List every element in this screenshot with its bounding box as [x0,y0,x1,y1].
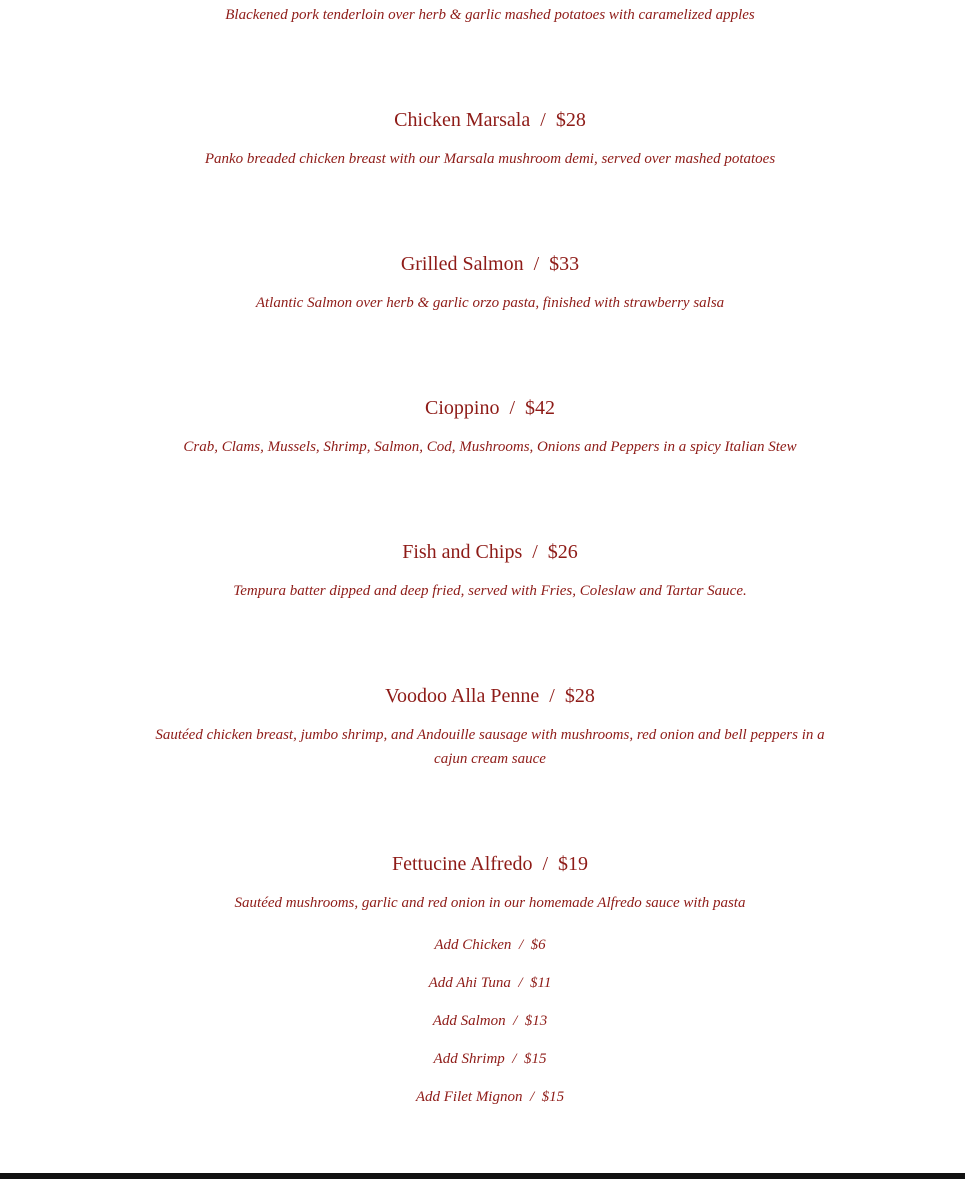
menu-item-name: Chicken Marsala [394,109,531,131]
addon-name: Add Salmon [432,1013,506,1029]
addon-name: Add Filet Mignon [415,1089,523,1105]
price-separator: / [530,109,556,131]
menu-item-price: $26 [547,541,578,563]
menu-item-description: Blackened pork tenderloin over herb & garlic mashed potatoes with caramelized apples [225,7,755,23]
price-separator: / [504,1051,524,1067]
menu-item-price: $19 [558,853,589,875]
addon-item [0,1047,965,1071]
addon-item [0,971,965,995]
menu-item-title [0,107,965,133]
menu-item-description: Panko breaded chicken breast with our Marsala mushroom demi, served over mashed potatoes [204,151,776,167]
price-separator: / [539,685,565,707]
footer-bar [0,1173,965,1179]
price-separator: / [522,1089,542,1105]
menu-item-price: $28 [555,109,586,131]
menu-item-name: Voodoo Alla Penne [385,685,540,707]
menu-item-description: Tempura batter dipped and deep fried, served with Fries, Coleslaw and Tartar Sauce. [233,583,747,599]
menu-item-price: $28 [564,685,595,707]
menu-item-description: Crab, Clams, Mussels, Shrimp, Salmon, Cod, Mushrooms, Onions and Peppers in a spicy Italian Stew [183,439,797,455]
addon-price: $13 [524,1013,548,1029]
menu-item-description: Sautéed mushrooms, garlic and red onion in our homemade Alfredo sauce with pasta [234,895,746,911]
price-separator: / [532,853,559,875]
addon-price: $15 [541,1089,565,1105]
addon-name: Add Ahi Tuna [428,975,511,991]
price-separator: / [510,975,531,991]
price-separator: / [499,397,525,419]
addon-price: $6 [530,937,546,953]
menu-item-title [0,395,965,421]
menu-item-price: $42 [525,397,555,419]
price-separator: / [511,937,531,953]
price-separator: / [522,541,548,563]
menu-item-title [0,683,965,709]
menu-item-price: $33 [549,253,580,275]
menu-item-title [0,539,965,565]
price-separator: / [505,1013,525,1029]
menu-item-name: Fettucine Alfredo [391,853,533,875]
menu-item-description: Atlantic Salmon over herb & garlic orzo pasta, finished with strawberry salsa [255,295,725,311]
menu-item-name: Cioppino [424,397,500,419]
menu-item-name: Fish and Chips [402,541,523,563]
menu-item-description: Sautéed chicken breast, jumbo shrimp, and Andouille sausage with mushrooms, red onion and bell peppers in a cajun cream sauce [155,727,825,767]
addon-price: $15 [523,1051,547,1067]
menu-item-name: Grilled Salmon [400,253,524,275]
addon-name: Add Chicken [434,937,512,953]
addon-item [0,933,965,957]
addon-price: $11 [530,975,552,991]
menu-item-title [0,251,965,277]
addon-name: Add Shrimp [433,1051,505,1067]
addon-item [0,1085,965,1109]
menu-item-title [0,851,965,877]
price-separator: / [523,253,550,275]
addon-item [0,1009,965,1033]
